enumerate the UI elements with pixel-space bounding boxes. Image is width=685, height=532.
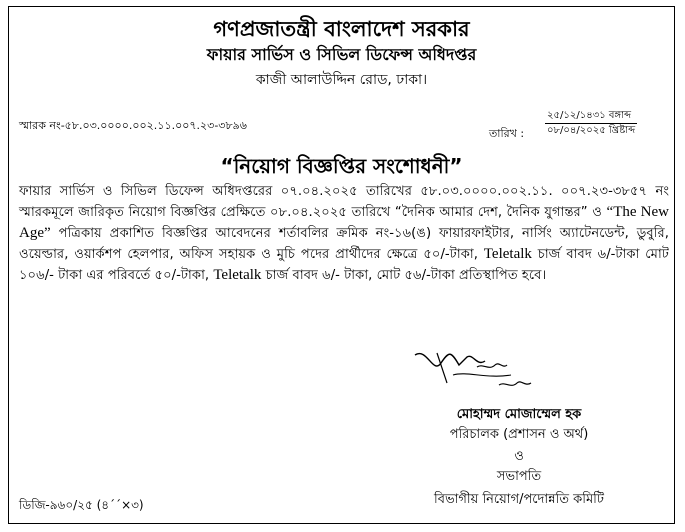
office-address: কাজী আলাউদ্দিন রোড, ঢাকা। <box>255 72 428 88</box>
body-text-part-1: ফায়ার সার্ভিস ও সিভিল ডিফেন্স অধিদপ্তরের ০৭.০৪.২০২৫ তারিখের ৫৮.০৩.০০০০.০০২.১১. ০০৭.২৩-৩৮৫৭ নং স্মারকমূলে জারিকৃত নিয়োগ বিজ্ঞপ্তির প্রেক্ষিতে ০৮.০৪.২০২৫ তারিখে “দৈনিক আমার দেশ, দৈনিক যুগান্তর” ও <box>19 184 669 220</box>
signatory-title-1: পরিচালক (প্রশাসন ও অর্থ) <box>449 427 589 442</box>
date-block <box>545 109 637 138</box>
notice-heading: “নিয়োগ বিজ্ঞপ্তির সংশোধনী” <box>220 154 463 178</box>
signatory-title-2: সভাপতি <box>496 469 542 484</box>
body-text-part-2: পত্রিকায় প্রকাশিত বিজ্ঞপ্তির আবেদনের শর্তাবলির ক্রমিক নং-১৬(ঙ) ফায়ারফাইটার, নার্সিং অ্যাটেনডেন্ট, ডুবুরি, ওয়েল্ডার, ওয়ার্কশপ হেলপার, অফিস সহায়ক ও মুচি পদের প্রার্থীদের ক্ষেত্রে ৫০/-টাকা, <box>19 226 669 262</box>
date-english: ০৮/০৪/২০২৫ খ্রিষ্টাব্দ <box>547 125 636 136</box>
dg-code: ডিজি-৯৬০/২৫ (৪´´×৩) <box>19 498 144 512</box>
government-title: গণপ্রজাতন্ত্রী বাংলাদেশ সরকার <box>213 17 470 41</box>
body-text-part-3: চার্জ বাবদ ৬/-টাকা মোট ১০৬/- টাকা এর পরিবর্তে ৫০/-টাকা, <box>19 247 669 283</box>
signatory-title-3: বিভাগীয় নিয়োগ/পদোন্নতি কমিটি <box>434 492 604 507</box>
notice-page <box>8 6 675 524</box>
teletalk-text-1: Teletalk <box>483 246 532 262</box>
body-text-part-4: চার্জ বাবদ ৬/- টাকা, মোট ৫৬/-টাকা প্রতিস্থাপিত হবে। <box>261 268 547 283</box>
date-bangla: ২৫/১২/১৪৩১ বঙ্গাব্দ <box>545 109 637 124</box>
date-label: তারিখ : <box>489 127 525 140</box>
notice-body <box>19 182 669 286</box>
signatory-and: ও <box>514 449 524 464</box>
department-title: ফায়ার সার্ভিস ও সিভিল ডিফেন্স অধিদপ্তর <box>206 45 477 64</box>
signatory-name: মোহাম্মদ মোজাম্মেল হক <box>456 407 582 422</box>
memo-number: স্মারক নং-৫৮.০৩.০০০০.০০২.১১.০০৭.২৩-৩৮৯৬ <box>19 119 247 132</box>
teletalk-text-2: Teletalk <box>213 267 262 283</box>
handwritten-signature <box>407 345 547 395</box>
newspaper-name: “The New Age” <box>19 204 669 241</box>
